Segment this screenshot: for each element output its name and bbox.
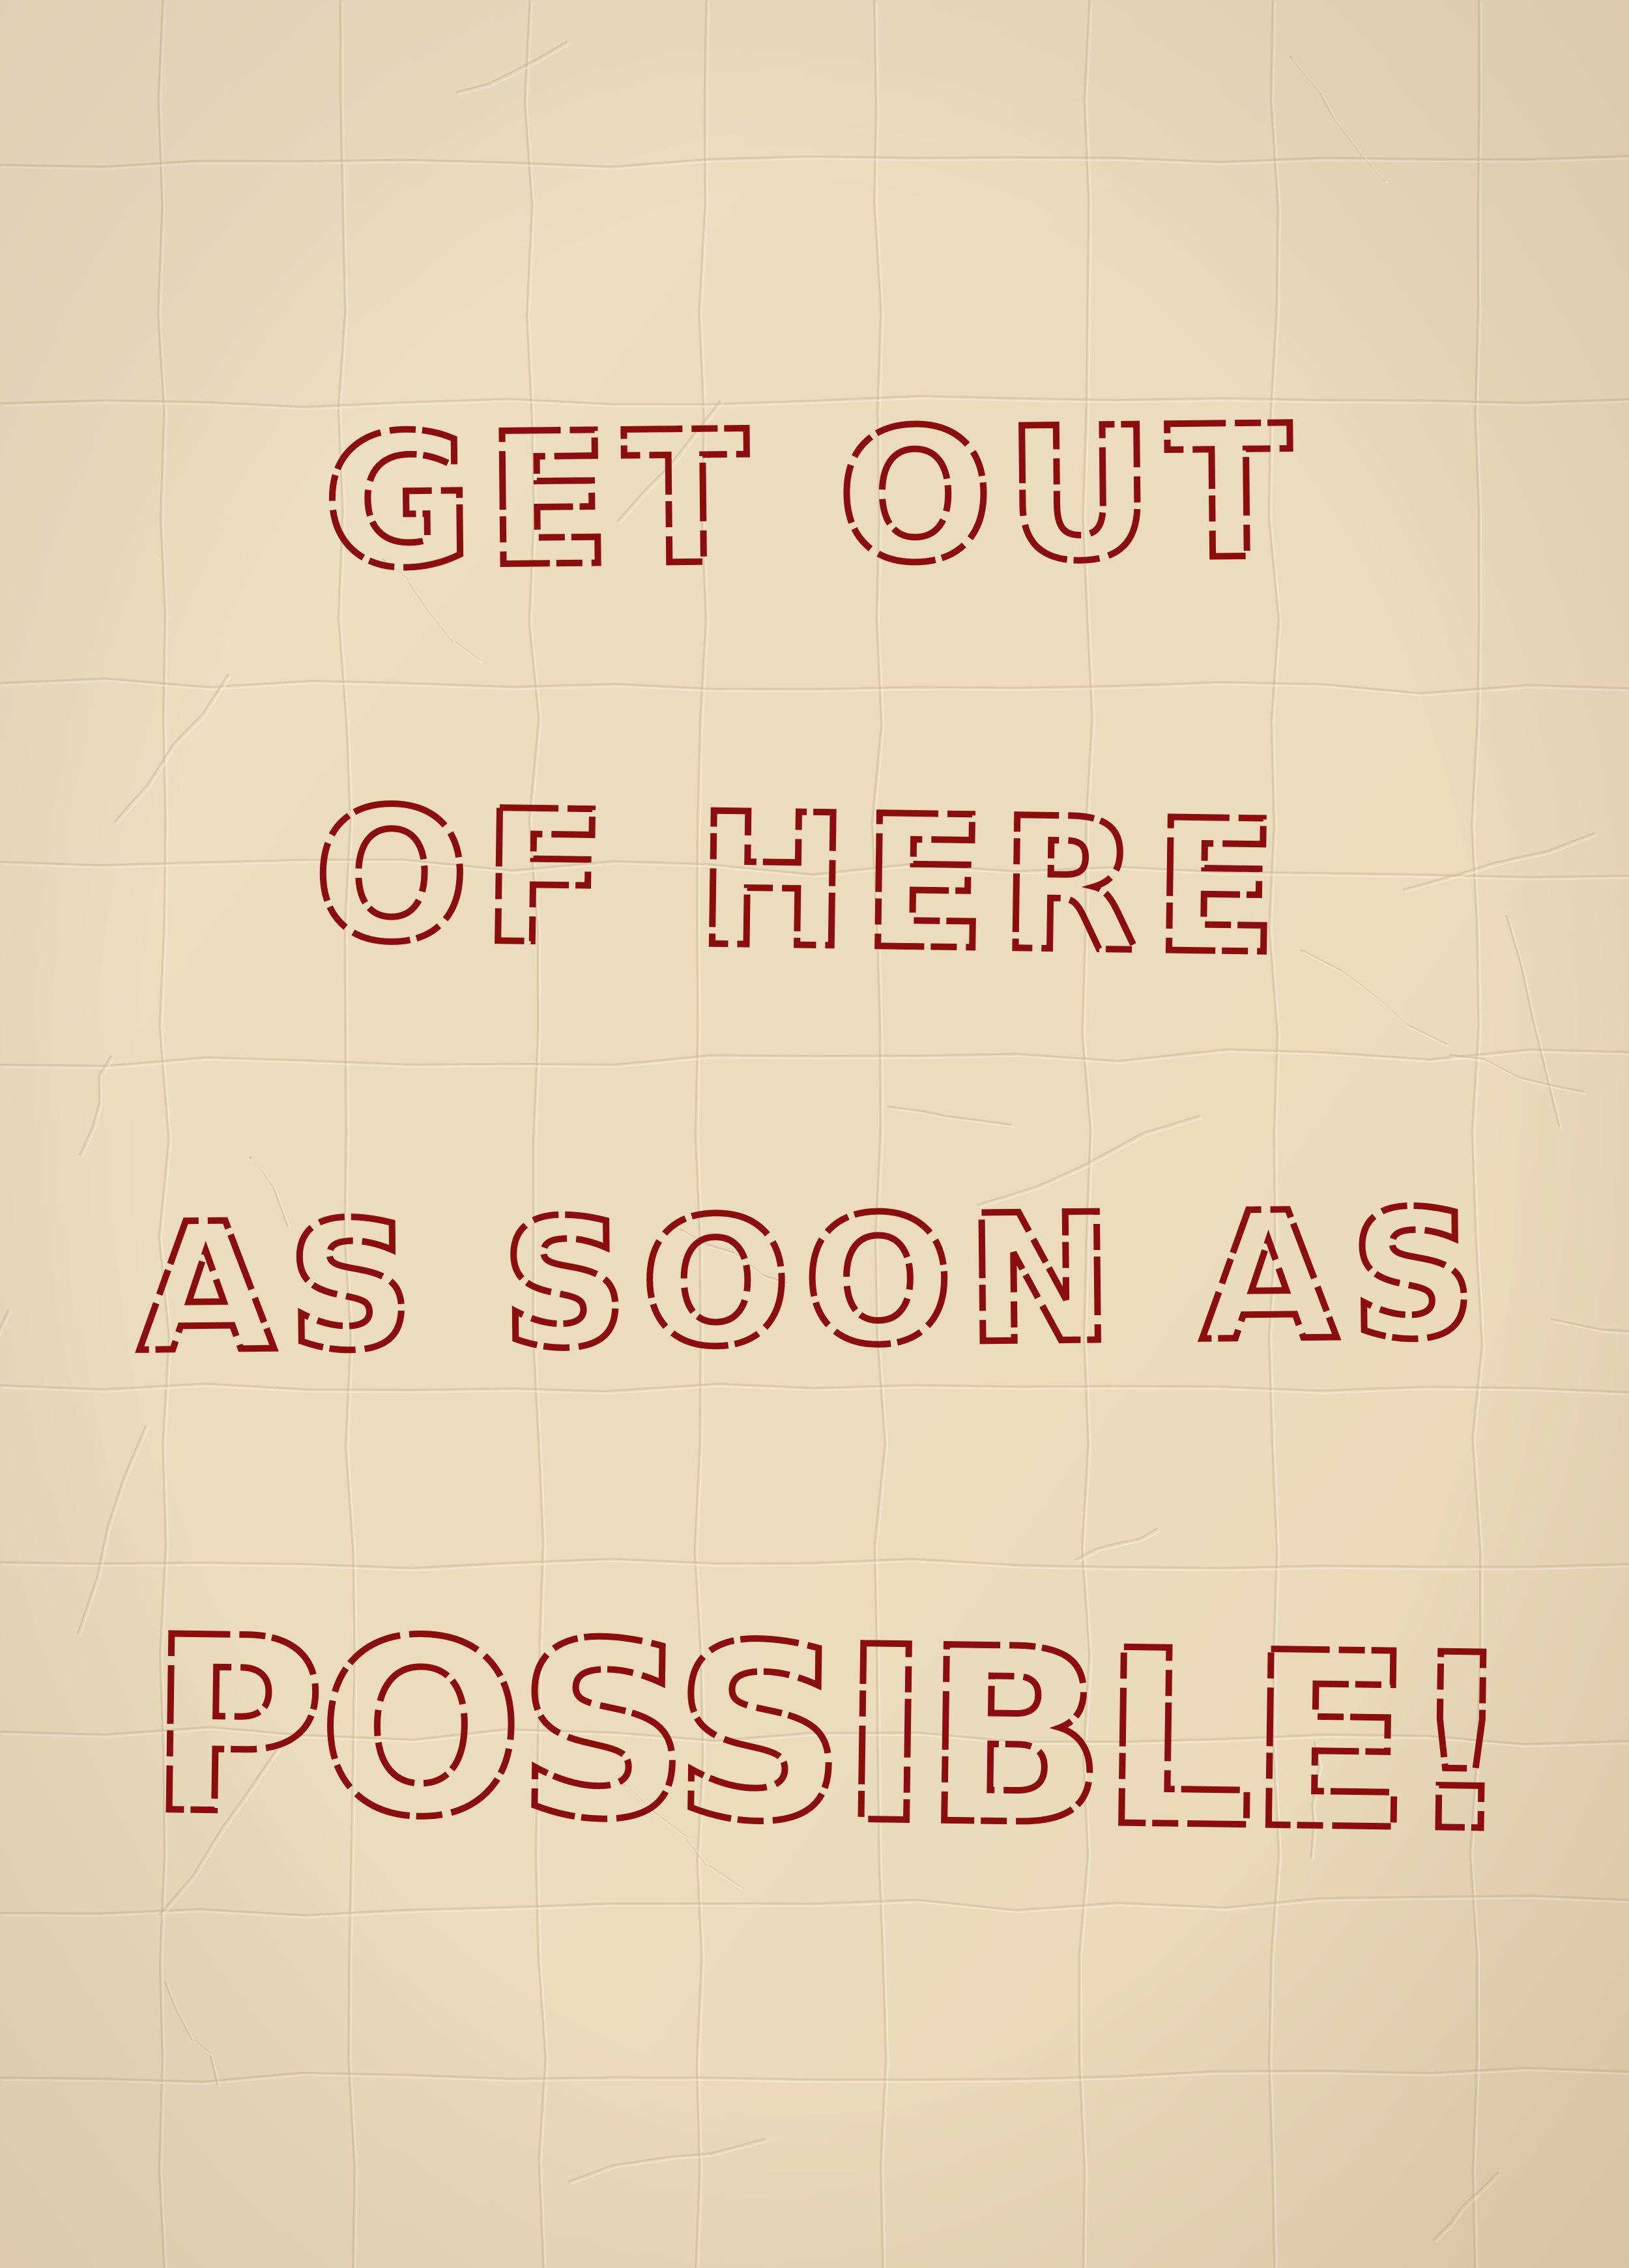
note-line-4: POSSIBLE! — [146, 1586, 1512, 1885]
note-line-2: OF HERE — [312, 769, 1293, 996]
note-line-3: AS SOON AS — [137, 1172, 1491, 1391]
note-line-1: GET OUT — [322, 386, 1306, 609]
